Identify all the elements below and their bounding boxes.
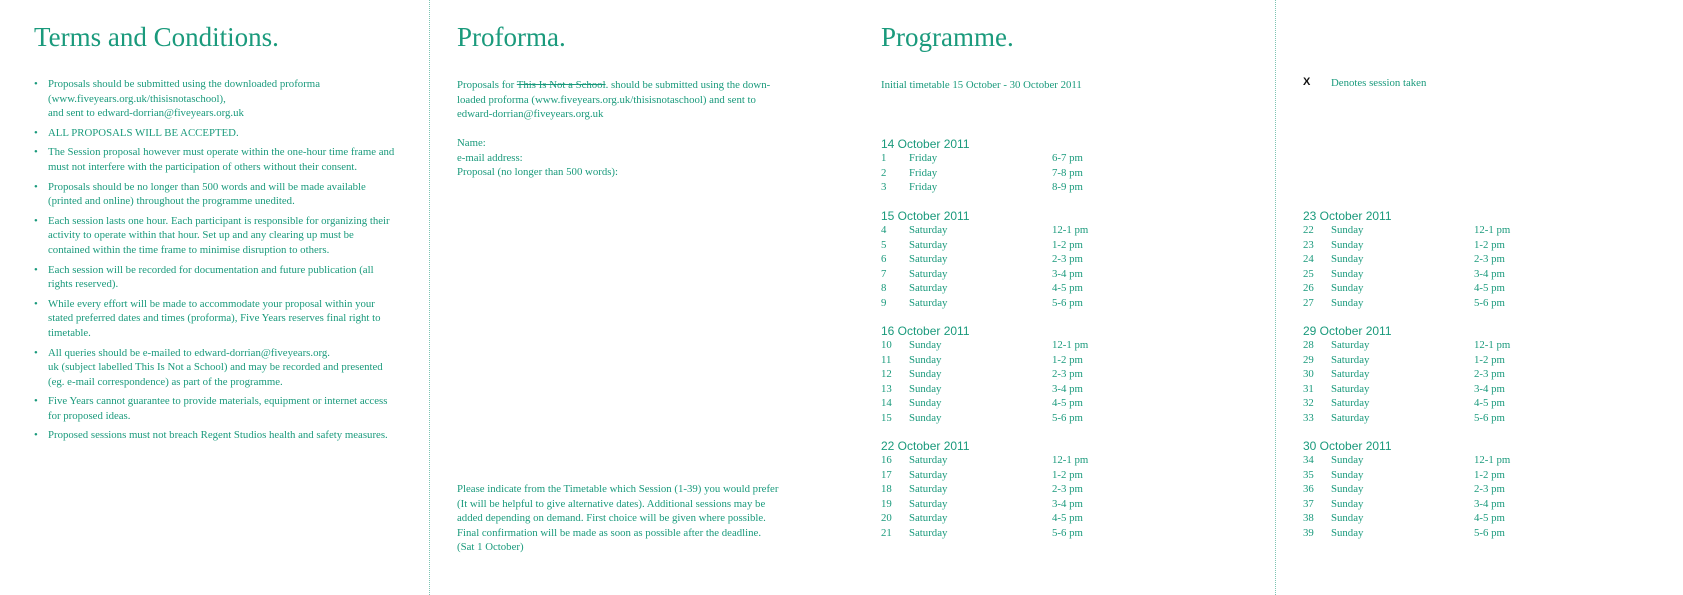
session-day: Sunday	[1331, 526, 1364, 539]
session-row	[881, 396, 1083, 411]
session-row	[1303, 382, 1505, 397]
session-row	[1303, 252, 1505, 267]
session-time: 2-3 pm	[1052, 253, 1083, 265]
proposal-field-label: Proposal (no longer than 500 words):	[457, 166, 619, 178]
terms-item: • Proposals should be submitted using the downloaded proforma (www.fiveyears.org.uk/thisisnotaschool), and sent to edward-dorrian@fiveyears.org.uk	[34, 77, 398, 121]
proforma-footer: Please indicate from the Timetable which Session (1-39) you would prefer (It will be helpful to give alternative dates). Additional sessions may be added depending on demand. First choice will be given where possible. Final confirmation will be made as soon as possible after the deadline. (Sat 1 October)	[457, 483, 779, 554]
session-number: 22	[1303, 224, 1314, 236]
session-number: 36	[1303, 483, 1314, 495]
session-day: Saturday	[1331, 353, 1370, 366]
session-time: 1-2 pm	[1474, 468, 1505, 481]
terms-item: • ALL PROPOSALS WILL BE ACCEPTED.	[34, 126, 398, 141]
session-row	[1303, 338, 1511, 353]
session-number: 6	[881, 253, 887, 265]
session-number: 8	[881, 282, 887, 294]
session-row	[881, 180, 1083, 195]
struck-school-name: This Is Not a School	[516, 79, 606, 91]
session-day: Sunday	[909, 397, 942, 409]
session-time: 1-2 pm	[1052, 238, 1083, 251]
session-time: 2-3 pm	[1052, 368, 1083, 380]
session-day: Saturday	[909, 296, 948, 309]
session-number: 4	[881, 224, 887, 236]
schedule-date: 29 October 2011	[1303, 324, 1392, 338]
session-time: 12-1 pm	[1052, 339, 1089, 351]
terms-item: • Proposed sessions must not breach Regent Studios health and safety measures.	[34, 428, 398, 443]
schedule-group	[881, 137, 1083, 195]
session-time: 12-1 pm	[1474, 454, 1511, 466]
session-row	[881, 382, 1083, 397]
session-row	[881, 151, 1083, 166]
session-day: Sunday	[909, 411, 942, 424]
schedule-group	[1303, 439, 1511, 540]
session-day: Saturday	[909, 253, 948, 265]
session-day: Sunday	[909, 382, 942, 395]
session-number: 11	[881, 353, 892, 366]
session-row	[1303, 281, 1505, 296]
session-row	[881, 367, 1083, 382]
session-row	[1303, 526, 1505, 541]
session-time: 12-1 pm	[1052, 224, 1089, 236]
session-day: Saturday	[909, 267, 948, 280]
schedule-date: 14 October 2011	[881, 137, 970, 151]
session-day: Saturday	[1331, 339, 1370, 351]
session-time: 5-6 pm	[1474, 526, 1505, 539]
schedule-date: 16 October 2011	[881, 324, 970, 338]
session-number: 35	[1303, 468, 1314, 481]
session-time: 4-5 pm	[1052, 282, 1083, 294]
terms-item: • Proposals should be no longer than 500 words and will be made available (printed and online) throughout the programme unedited.	[34, 180, 398, 209]
session-day: Saturday	[1331, 368, 1370, 380]
session-number: 25	[1303, 267, 1314, 280]
column-divider	[1275, 0, 1276, 595]
session-time: 5-6 pm	[1052, 296, 1083, 309]
session-number: 28	[1303, 339, 1314, 351]
session-time: 3-4 pm	[1474, 382, 1505, 395]
session-row	[881, 482, 1083, 497]
session-row	[881, 281, 1083, 296]
session-day: Saturday	[909, 526, 948, 539]
session-day: Sunday	[1331, 512, 1364, 524]
session-row	[1303, 396, 1505, 411]
session-day: Friday	[909, 152, 938, 164]
session-number: 7	[881, 267, 887, 280]
session-day: Saturday	[909, 282, 948, 294]
session-time: 3-4 pm	[1474, 267, 1505, 280]
session-day: Saturday	[909, 238, 948, 251]
session-number: 33	[1303, 411, 1314, 424]
session-time: 4-5 pm	[1474, 397, 1505, 409]
session-number: 17	[881, 468, 892, 481]
session-day: Sunday	[1331, 282, 1364, 294]
session-row	[881, 223, 1089, 238]
session-day: Sunday	[1331, 468, 1364, 481]
session-time: 4-5 pm	[1474, 512, 1505, 524]
session-day: Sunday	[1331, 253, 1364, 265]
session-row	[881, 411, 1083, 426]
session-time: 2-3 pm	[1474, 483, 1505, 495]
session-day: Saturday	[909, 483, 948, 495]
session-day: Sunday	[1331, 224, 1364, 236]
session-time: 12-1 pm	[1052, 454, 1089, 466]
terms-item: • All queries should be e-mailed to edward-dorrian@fiveyears.org. uk (subject labelled This Is Not a School) and may be recorded and presented (eg. e-mail correspondence) as part of the programme.	[34, 346, 398, 390]
terms-item: • Each session will be recorded for documentation and future publication (all rights reserved).	[34, 263, 398, 292]
session-time: 8-9 pm	[1052, 181, 1083, 193]
session-number: 5	[881, 238, 887, 251]
session-row	[881, 353, 1083, 368]
terms-item: • The Session proposal however must operate within the one-hour time frame and must not interfere with the participation of others without their consent.	[34, 145, 398, 174]
programme-column	[881, 0, 1241, 595]
session-time: 2-3 pm	[1474, 253, 1505, 265]
session-day: Friday	[909, 181, 938, 193]
session-day: Sunday	[909, 368, 942, 380]
session-time: 12-1 pm	[1474, 224, 1511, 236]
terms-list	[34, 77, 398, 448]
schedule-continued-column	[1303, 0, 1663, 595]
schedule-date: 22 October 2011	[881, 439, 970, 453]
session-time: 3-4 pm	[1474, 497, 1505, 510]
session-number: 1	[881, 152, 887, 164]
session-number: 13	[881, 382, 892, 395]
session-row	[881, 296, 1083, 311]
session-number: 27	[1303, 296, 1314, 309]
session-row	[1303, 511, 1505, 526]
session-number: 34	[1303, 454, 1314, 466]
session-row	[1303, 367, 1505, 382]
session-row	[1303, 482, 1505, 497]
name-field-label: Name:	[457, 137, 486, 149]
session-number: 39	[1303, 526, 1314, 539]
session-time: 5-6 pm	[1474, 411, 1505, 424]
terms-item: • While every effort will be made to accommodate your proposal within your stated preferred dates and times (proforma), Five Years reserves final right to timetable.	[34, 297, 398, 341]
schedule-date: 30 October 2011	[1303, 439, 1392, 453]
session-time: 12-1 pm	[1474, 339, 1511, 351]
session-row	[881, 238, 1083, 253]
session-time: 1-2 pm	[1052, 468, 1083, 481]
terms-title: Terms and Conditions.	[34, 22, 279, 52]
session-time: 5-6 pm	[1052, 411, 1083, 424]
schedule-group	[881, 439, 1089, 540]
email-field-label: e-mail address:	[457, 151, 523, 164]
session-number: 18	[881, 483, 892, 495]
session-number: 20	[881, 512, 892, 524]
session-row	[1303, 267, 1505, 282]
schedule-group	[881, 324, 1089, 425]
session-row	[881, 453, 1089, 468]
session-number: 15	[881, 411, 892, 424]
session-day: Saturday	[909, 224, 948, 236]
session-number: 16	[881, 454, 892, 466]
session-time: 2-3 pm	[1474, 368, 1505, 380]
session-number: 19	[881, 497, 892, 510]
session-time: 2-3 pm	[1052, 483, 1083, 495]
session-row	[881, 338, 1089, 353]
session-number: 3	[881, 181, 887, 193]
session-number: 9	[881, 296, 887, 309]
terms-item: • Each session lasts one hour. Each participant is responsible for organizing their activity to operate within that hour. Set up and any clearing up must be contained within the time frame to minimise disruption to others.	[34, 214, 398, 258]
session-time: 4-5 pm	[1052, 512, 1083, 524]
terms-item: • Five Years cannot guarantee to provide materials, equipment or internet access for proposed ideas.	[34, 394, 398, 423]
session-row	[881, 252, 1083, 267]
proforma-intro: Proposals for This Is Not a School. should be submitted using the down- loaded proforma (www.fiveyears.org.uk/thisisnotaschool) and sent to edward-dorrian@fiveyears.org.uk	[457, 79, 771, 121]
session-time: 1-2 pm	[1474, 353, 1505, 366]
schedule-group	[1303, 324, 1511, 425]
session-number: 29	[1303, 353, 1314, 366]
session-number: 31	[1303, 382, 1314, 395]
programme-title: Programme.	[881, 22, 1014, 52]
session-row	[1303, 238, 1505, 253]
session-number: 32	[1303, 397, 1314, 409]
legend-text: Denotes session taken	[1331, 77, 1427, 89]
session-day: Sunday	[1331, 238, 1364, 251]
session-day: Saturday	[909, 512, 948, 524]
session-day: Sunday	[909, 353, 942, 366]
schedule-group	[881, 209, 1089, 310]
session-day: Sunday	[1331, 296, 1364, 309]
session-row	[881, 468, 1083, 483]
column-divider	[429, 0, 430, 595]
schedule-group	[1303, 209, 1511, 310]
session-number: 23	[1303, 238, 1314, 251]
session-time: 3-4 pm	[1052, 382, 1083, 395]
session-day: Saturday	[909, 454, 948, 466]
session-day: Sunday	[1331, 454, 1364, 466]
schedule-date: 23 October 2011	[1303, 209, 1392, 223]
session-row	[1303, 353, 1505, 368]
session-number: 10	[881, 339, 892, 351]
session-row	[1303, 497, 1505, 512]
session-row	[1303, 453, 1511, 468]
session-time: 4-5 pm	[1474, 282, 1505, 294]
session-time: 5-6 pm	[1474, 296, 1505, 309]
session-time: 3-4 pm	[1052, 497, 1083, 510]
proforma-title: Proforma.	[457, 22, 566, 52]
session-day: Friday	[909, 166, 938, 179]
session-day: Sunday	[1331, 497, 1364, 510]
session-row	[1303, 411, 1505, 426]
session-time: 6-7 pm	[1052, 152, 1083, 164]
programme-subtitle: Initial timetable 15 October - 30 October 2011	[881, 79, 1082, 91]
session-time: 7-8 pm	[1052, 166, 1083, 179]
session-number: 37	[1303, 497, 1314, 510]
session-row	[1303, 223, 1511, 238]
session-time: 4-5 pm	[1052, 397, 1083, 409]
session-row	[1303, 468, 1505, 483]
session-number: 21	[881, 526, 892, 539]
session-time: 5-6 pm	[1052, 526, 1083, 539]
session-row	[881, 166, 1083, 181]
session-number: 26	[1303, 282, 1314, 294]
session-time: 1-2 pm	[1474, 238, 1505, 251]
session-row	[881, 511, 1083, 526]
session-day: Saturday	[1331, 397, 1370, 409]
schedule-date: 15 October 2011	[881, 209, 970, 223]
session-time: 1-2 pm	[1052, 353, 1083, 366]
session-number: 14	[881, 397, 892, 409]
session-day: Saturday	[909, 497, 948, 510]
session-number: 2	[881, 166, 887, 179]
session-day: Sunday	[909, 339, 942, 351]
session-row	[881, 497, 1083, 512]
session-taken-mark: X	[1303, 76, 1311, 88]
session-number: 24	[1303, 253, 1314, 265]
session-row	[881, 526, 1083, 541]
session-number: 12	[881, 368, 892, 380]
session-day: Saturday	[1331, 382, 1370, 395]
session-day: Saturday	[1331, 411, 1370, 424]
session-number: 38	[1303, 512, 1314, 524]
session-day: Sunday	[1331, 267, 1364, 280]
session-day: Sunday	[1331, 483, 1364, 495]
session-number: 30	[1303, 368, 1314, 380]
session-row	[1303, 296, 1505, 311]
session-row	[881, 267, 1083, 282]
session-day: Saturday	[909, 468, 948, 481]
session-time: 3-4 pm	[1052, 267, 1083, 280]
